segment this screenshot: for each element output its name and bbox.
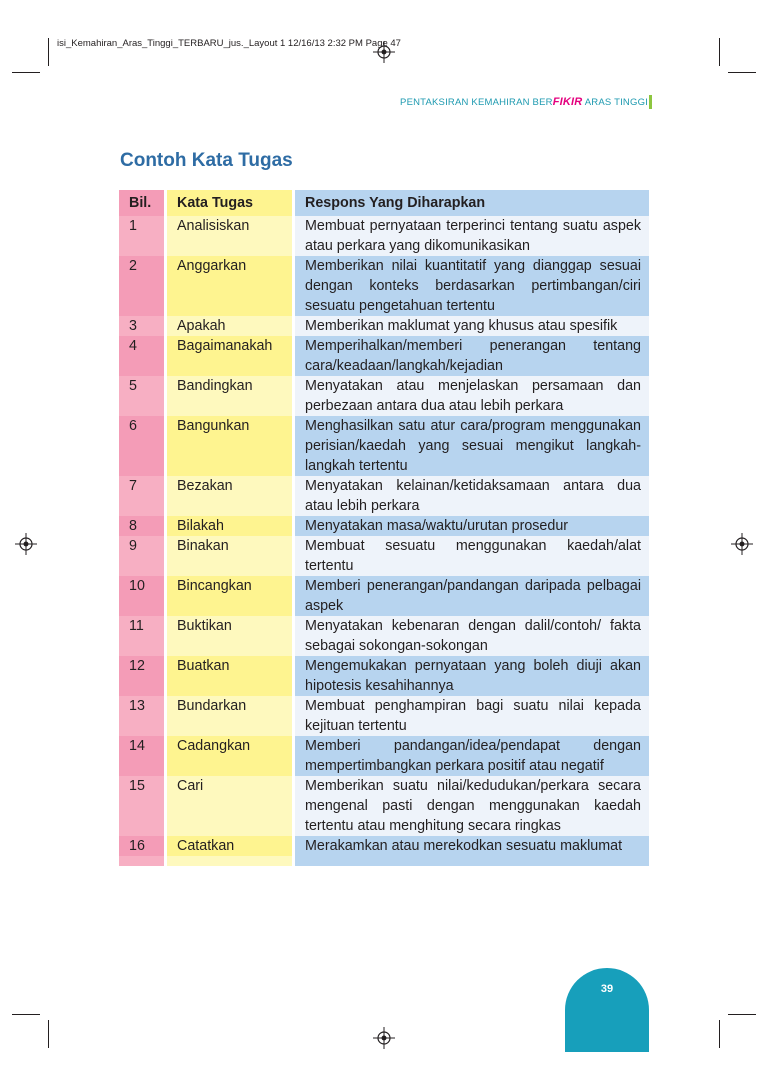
- cell-bil: 6: [119, 416, 164, 476]
- crop-mark-top-left-h: [12, 72, 40, 73]
- table-row: [119, 776, 649, 836]
- cell-kata-tugas: Bundarkan: [167, 696, 292, 736]
- cell-respons: Membuat sesuatu menggunakan kaedah/alat tertentu: [295, 536, 649, 576]
- cell-bil: 13: [119, 696, 164, 736]
- running-header-prefix: PENTAKSIRAN KEMAHIRAN BER: [400, 97, 553, 108]
- table-row: [119, 336, 649, 376]
- registration-mark-left-icon: [15, 533, 37, 555]
- crop-mark-top-right-h: [728, 72, 756, 73]
- crop-mark-top-right-v: [719, 38, 720, 66]
- table-row: [119, 376, 649, 416]
- cell-respons: Menyatakan kelainan/ketidaksamaan antara dua atau lebih perkara: [295, 476, 649, 516]
- cell-respons: Memberikan nilai kuantitatif yang dianggap sesuai dengan konteks berdasarkan pertimbangan/ciri sesuatu pengetahuan tertentu: [295, 256, 649, 316]
- cell-kata-tugas: Binakan: [167, 536, 292, 576]
- cell-kata-tugas: Cadangkan: [167, 736, 292, 776]
- cell-kata-tugas: Bincangkan: [167, 576, 292, 616]
- running-header-emphasis: FIKIR: [552, 96, 583, 108]
- table-row: [119, 736, 649, 776]
- cell-kata-tugas: Analisiskan: [167, 216, 292, 256]
- cell-respons: Memberikan maklumat yang khusus atau spesifik: [295, 316, 649, 336]
- header-respons: Respons Yang Diharapkan: [295, 190, 649, 216]
- cell-respons: Membuat penghampiran bagi suatu nilai kepada kejituan tertentu: [295, 696, 649, 736]
- crop-mark-bottom-right-v: [719, 1020, 720, 1048]
- table-header-row: [119, 190, 649, 216]
- table-row: [119, 576, 649, 616]
- cell-respons: Memberikan suatu nilai/kedudukan/perkara secara mengenal pasti dengan menggunakan kaedah tertentu atau menghitung secara ringkas: [295, 776, 649, 836]
- cell-respons: Merakamkan atau merekodkan sesuatu maklumat: [295, 836, 649, 856]
- cell-bil: 4: [119, 336, 164, 376]
- cell-respons: Mengemukakan pernyataan yang boleh diuji akan hipotesis kesahihannya: [295, 656, 649, 696]
- cell-bil: 11: [119, 616, 164, 656]
- print-slug: isi_Kemahiran_Aras_Tinggi_TERBARU_jus._Layout 1 12/16/13 2:32 PM Page 47: [57, 38, 401, 49]
- cell-kata-tugas: Buktikan: [167, 616, 292, 656]
- crop-mark-bottom-right-h: [728, 1014, 756, 1015]
- table-row: [119, 216, 649, 256]
- cell-bil: 2: [119, 256, 164, 316]
- cell-respons: Membuat pernyataan terperinci tentang suatu aspek atau perkara yang dikomunikasikan: [295, 216, 649, 256]
- cell-kata-tugas: Bangunkan: [167, 416, 292, 476]
- running-header-suffix: ARAS TINGGI: [582, 97, 648, 108]
- cell-kata-tugas: Cari: [167, 776, 292, 836]
- header-kata-tugas: Kata Tugas: [167, 190, 292, 216]
- page-title: Contoh Kata Tugas: [120, 150, 293, 171]
- table-row: [119, 256, 649, 316]
- cell-kata-tugas: Bandingkan: [167, 376, 292, 416]
- page-number: 39: [600, 983, 614, 995]
- crop-mark-bottom-left-v: [48, 1020, 49, 1048]
- cell-bil: 1: [119, 216, 164, 256]
- registration-mark-bottom-icon: [373, 1027, 395, 1049]
- cell-bil: 15: [119, 776, 164, 836]
- cell-kata-tugas: Catatkan: [167, 836, 292, 856]
- cell-respons: Menyatakan atau menjelaskan persamaan dan perbezaan antara dua atau lebih perkara: [295, 376, 649, 416]
- cell-respons: Memberi penerangan/pandangan daripada pelbagai aspek: [295, 576, 649, 616]
- running-header: [400, 96, 648, 108]
- cell-kata-tugas: Bagaimanakah: [167, 336, 292, 376]
- kata-tugas-table: [119, 190, 649, 866]
- table-row: [119, 476, 649, 516]
- table-row: [119, 536, 649, 576]
- cell-bil: 14: [119, 736, 164, 776]
- registration-mark-right-icon: [731, 533, 753, 555]
- cell-bil: 12: [119, 656, 164, 696]
- cell-bil: 16: [119, 836, 164, 856]
- cell-respons: Menyatakan masa/waktu/urutan prosedur: [295, 516, 649, 536]
- table-bottom-padding: [119, 856, 649, 866]
- cell-bil: 7: [119, 476, 164, 516]
- cell-bil: 5: [119, 376, 164, 416]
- cell-kata-tugas: Bilakah: [167, 516, 292, 536]
- cell-bil: 10: [119, 576, 164, 616]
- table-row: [119, 616, 649, 656]
- page-number-badge: [565, 968, 649, 1052]
- registration-mark-top-icon: [373, 41, 395, 63]
- cell-respons: Menghasilkan satu atur cara/program menggunakan perisian/kaedah yang sesuai mengikut langkah-langkah tertentu: [295, 416, 649, 476]
- table-row: [119, 316, 649, 336]
- cell-respons: Menyatakan kebenaran dengan dalil/contoh/ fakta sebagai sokongan-sokongan: [295, 616, 649, 656]
- cell-kata-tugas: Buatkan: [167, 656, 292, 696]
- cell-kata-tugas: Anggarkan: [167, 256, 292, 316]
- table-row: [119, 696, 649, 736]
- cell-bil: 8: [119, 516, 164, 536]
- header-accent-bar: [649, 95, 652, 109]
- cell-kata-tugas: Bezakan: [167, 476, 292, 516]
- crop-mark-top-left-v: [48, 38, 49, 66]
- cell-bil: 9: [119, 536, 164, 576]
- table-row: [119, 516, 649, 536]
- header-bil: Bil.: [119, 190, 164, 216]
- table-row: [119, 416, 649, 476]
- crop-mark-bottom-left-h: [12, 1014, 40, 1015]
- cell-bil: 3: [119, 316, 164, 336]
- table-row: [119, 836, 649, 856]
- cell-respons: Memberi pandangan/idea/pendapat dengan mempertimbangkan perkara positif atau negatif: [295, 736, 649, 776]
- cell-respons: Memperihalkan/memberi penerangan tentang cara/keadaan/langkah/kejadian: [295, 336, 649, 376]
- table-row: [119, 656, 649, 696]
- cell-kata-tugas: Apakah: [167, 316, 292, 336]
